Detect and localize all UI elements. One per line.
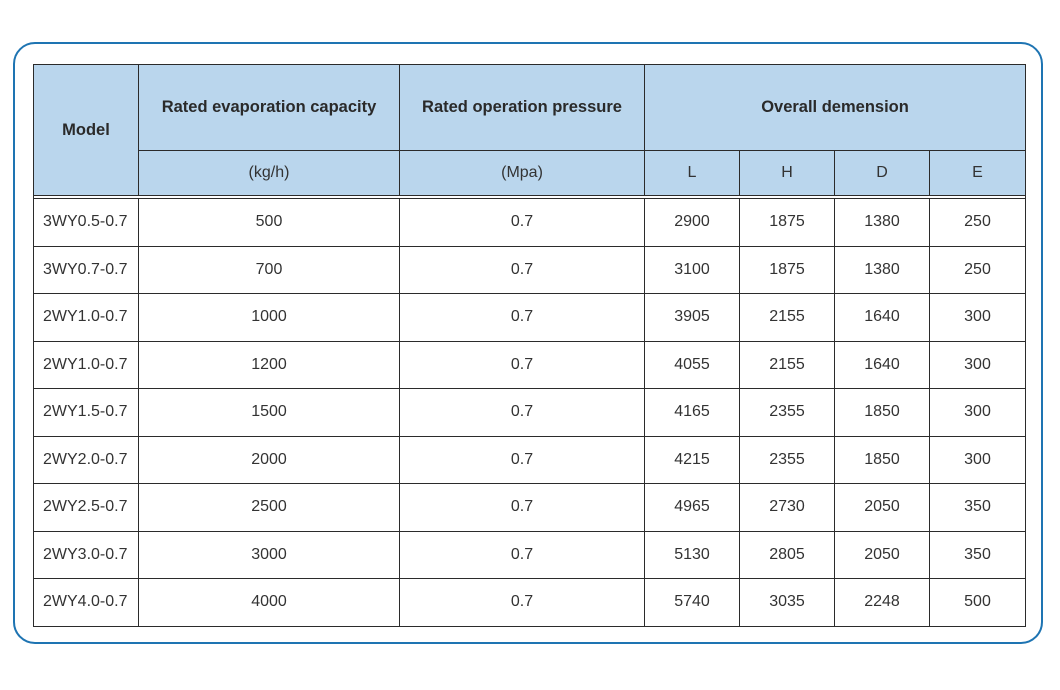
table-row bbox=[34, 341, 1026, 389]
cell-e: 250 bbox=[930, 199, 1026, 247]
cell-l: 5130 bbox=[645, 531, 740, 579]
cell-capacity: 500 bbox=[139, 199, 400, 247]
cell-l: 4215 bbox=[645, 436, 740, 484]
cell-pressure: 0.7 bbox=[400, 389, 645, 437]
table-row bbox=[34, 294, 1026, 342]
cell-l: 4965 bbox=[645, 484, 740, 532]
cell-d: 2050 bbox=[835, 531, 930, 579]
header-pressure-unit: (Mpa) bbox=[400, 151, 645, 196]
cell-h: 2355 bbox=[740, 436, 835, 484]
cell-e: 300 bbox=[930, 389, 1026, 437]
header-unit-row bbox=[34, 151, 1026, 196]
cell-h: 1875 bbox=[740, 199, 835, 247]
cell-pressure: 0.7 bbox=[400, 531, 645, 579]
cell-l: 4055 bbox=[645, 341, 740, 389]
cell-pressure: 0.7 bbox=[400, 246, 645, 294]
cell-capacity: 4000 bbox=[139, 579, 400, 627]
cell-model: 2WY1.0-0.7 bbox=[34, 341, 139, 389]
cell-l: 5740 bbox=[645, 579, 740, 627]
header-capacity-unit: (kg/h) bbox=[139, 151, 400, 196]
cell-d: 2248 bbox=[835, 579, 930, 627]
cell-capacity: 1200 bbox=[139, 341, 400, 389]
cell-model: 2WY1.5-0.7 bbox=[34, 389, 139, 437]
cell-capacity: 700 bbox=[139, 246, 400, 294]
cell-h: 2730 bbox=[740, 484, 835, 532]
header-model: Model bbox=[34, 65, 139, 196]
cell-pressure: 0.7 bbox=[400, 484, 645, 532]
cell-d: 1640 bbox=[835, 294, 930, 342]
header-row bbox=[34, 65, 1026, 151]
header-dim-e: E bbox=[930, 151, 1026, 196]
cell-capacity: 1500 bbox=[139, 389, 400, 437]
cell-model: 3WY0.7-0.7 bbox=[34, 246, 139, 294]
cell-model: 2WY1.0-0.7 bbox=[34, 294, 139, 342]
cell-model: 2WY4.0-0.7 bbox=[34, 579, 139, 627]
cell-l: 4165 bbox=[645, 389, 740, 437]
cell-e: 350 bbox=[930, 484, 1026, 532]
header-dim-l: L bbox=[645, 151, 740, 196]
table-row bbox=[34, 389, 1026, 437]
cell-pressure: 0.7 bbox=[400, 341, 645, 389]
table-row bbox=[34, 436, 1026, 484]
cell-e: 300 bbox=[930, 436, 1026, 484]
table-row bbox=[34, 199, 1026, 247]
header-capacity: Rated evaporation capacity bbox=[139, 65, 400, 151]
table-row bbox=[34, 579, 1026, 627]
cell-h: 2155 bbox=[740, 341, 835, 389]
header-dim-d: D bbox=[835, 151, 930, 196]
cell-e: 350 bbox=[930, 531, 1026, 579]
cell-pressure: 0.7 bbox=[400, 199, 645, 247]
cell-l: 2900 bbox=[645, 199, 740, 247]
cell-capacity: 3000 bbox=[139, 531, 400, 579]
cell-pressure: 0.7 bbox=[400, 436, 645, 484]
cell-h: 2355 bbox=[740, 389, 835, 437]
cell-d: 1640 bbox=[835, 341, 930, 389]
cell-model: 2WY2.0-0.7 bbox=[34, 436, 139, 484]
cell-d: 1380 bbox=[835, 199, 930, 247]
table-row bbox=[34, 246, 1026, 294]
cell-capacity: 2500 bbox=[139, 484, 400, 532]
cell-pressure: 0.7 bbox=[400, 294, 645, 342]
cell-model: 2WY3.0-0.7 bbox=[34, 531, 139, 579]
table-row bbox=[34, 531, 1026, 579]
cell-d: 1850 bbox=[835, 436, 930, 484]
cell-h: 2155 bbox=[740, 294, 835, 342]
cell-d: 1380 bbox=[835, 246, 930, 294]
header-dim-h: H bbox=[740, 151, 835, 196]
cell-l: 3905 bbox=[645, 294, 740, 342]
cell-h: 2805 bbox=[740, 531, 835, 579]
cell-e: 250 bbox=[930, 246, 1026, 294]
cell-e: 300 bbox=[930, 294, 1026, 342]
cell-e: 500 bbox=[930, 579, 1026, 627]
cell-l: 3100 bbox=[645, 246, 740, 294]
cell-capacity: 2000 bbox=[139, 436, 400, 484]
cell-pressure: 0.7 bbox=[400, 579, 645, 627]
cell-d: 2050 bbox=[835, 484, 930, 532]
cell-model: 2WY2.5-0.7 bbox=[34, 484, 139, 532]
header-pressure: Rated operation pressure bbox=[400, 65, 645, 151]
cell-e: 300 bbox=[930, 341, 1026, 389]
cell-model: 3WY0.5-0.7 bbox=[34, 199, 139, 247]
header-dimension: Overall demension bbox=[645, 65, 1026, 151]
table-row bbox=[34, 484, 1026, 532]
spec-table bbox=[33, 64, 1026, 627]
cell-h: 1875 bbox=[740, 246, 835, 294]
cell-capacity: 1000 bbox=[139, 294, 400, 342]
cell-d: 1850 bbox=[835, 389, 930, 437]
cell-h: 3035 bbox=[740, 579, 835, 627]
